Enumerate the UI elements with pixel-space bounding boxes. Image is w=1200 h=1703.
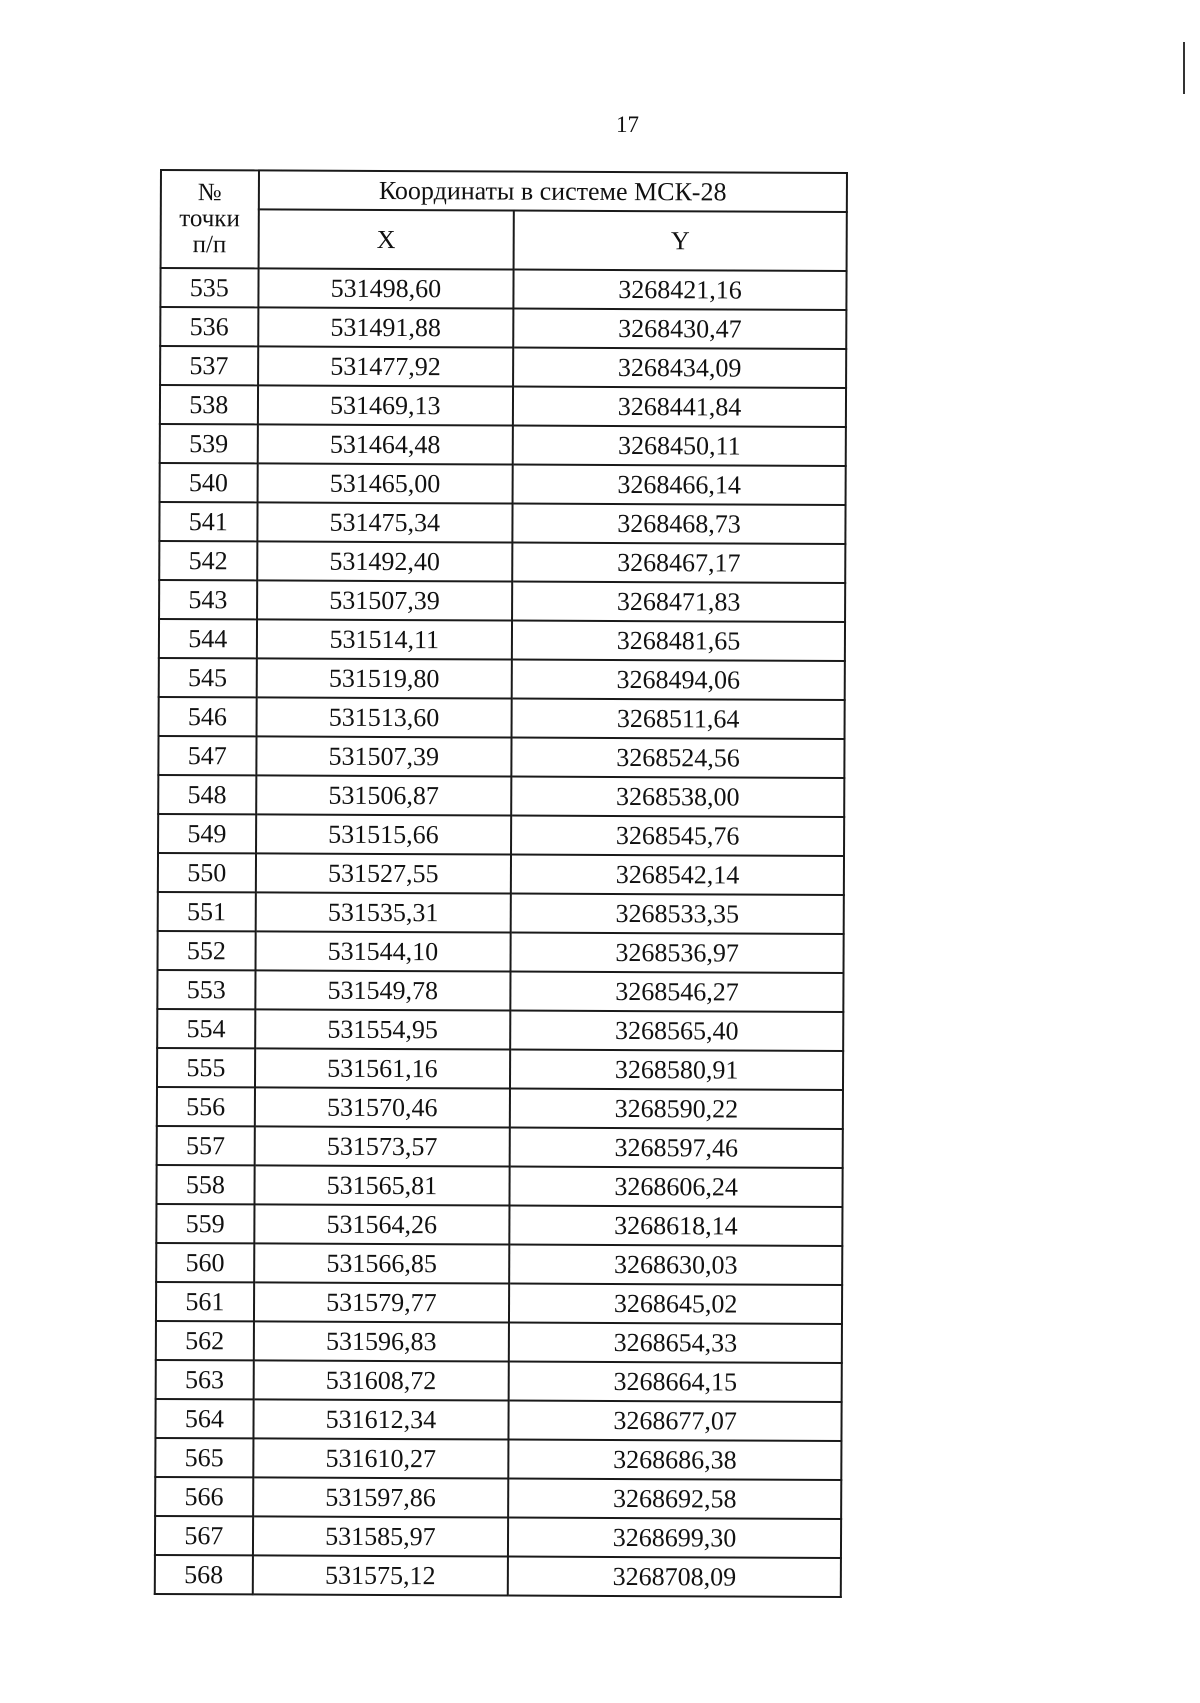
point-number-header [161,170,259,268]
table-row [158,931,844,973]
y-coordinate-cell: 3268430,47 [513,309,846,349]
table-row [158,775,844,817]
point-number-cell: 538 [160,385,258,424]
point-number-cell: 566 [155,1477,253,1516]
y-coordinate-cell: 3268686,38 [508,1440,841,1480]
table-row [156,1204,842,1246]
table-row [158,853,844,895]
y-coordinate-cell: 3268467,17 [512,543,845,583]
y-coordinate-cell: 3268597,46 [510,1128,843,1168]
point-number-cell: 535 [160,268,258,307]
x-coordinate-cell: 531561,16 [255,1048,511,1088]
point-number-cell: 564 [155,1399,253,1438]
x-coordinate-cell: 531612,34 [253,1399,509,1439]
y-coordinate-cell: 3268471,83 [512,582,845,622]
table-row [156,1165,842,1207]
y-coordinate-cell: 3268536,97 [511,933,844,973]
point-number-cell: 548 [158,775,256,814]
point-number-header-line2: точки [179,204,240,233]
table-row [160,307,846,349]
y-coordinate-cell: 3268511,64 [512,699,845,739]
x-coordinate-cell: 531597,86 [253,1477,509,1517]
coordinates-group-header: Координаты в системе МСК-28 [258,170,847,211]
point-number-cell: 554 [157,1009,255,1048]
y-coordinate-cell: 3268580,91 [510,1050,843,1090]
x-coordinate-cell: 531608,72 [253,1360,509,1400]
y-coordinate-cell: 3268565,40 [510,1011,843,1051]
point-number-header-line3: п/п [192,231,227,259]
point-number-cell: 558 [156,1165,254,1204]
coordinates-table [154,169,848,1598]
table-row [157,1009,843,1051]
table-row [155,1516,841,1558]
point-number-cell: 567 [155,1516,253,1555]
table-row [158,814,844,856]
y-coordinate-cell: 3268434,09 [513,348,846,388]
point-number-cell: 542 [159,541,257,580]
table-row [156,1243,842,1285]
x-coordinate-cell: 531549,78 [255,970,511,1010]
table-row [159,619,845,661]
point-number-cell: 559 [156,1204,254,1243]
x-coordinate-cell: 531477,92 [258,346,514,386]
table-row [156,1282,842,1324]
point-number-cell: 561 [156,1282,254,1321]
x-coordinate-cell: 531498,60 [258,268,514,308]
point-number-cell: 560 [156,1243,254,1282]
table-row [155,1477,841,1519]
table-row [159,541,845,583]
point-number-header-line1: № [197,178,222,206]
point-number-cell: 547 [158,736,256,775]
point-number-cell: 550 [158,853,256,892]
y-coordinate-cell: 3268590,22 [510,1089,843,1129]
table-row [159,502,845,544]
point-number-cell: 553 [157,970,255,1009]
x-coordinate-cell: 531610,27 [253,1438,509,1478]
x-coordinate-cell: 531544,10 [255,931,511,971]
point-number-cell: 546 [159,697,257,736]
point-number-cell: 549 [158,814,256,853]
y-coordinate-cell: 3268481,65 [512,621,845,661]
x-coordinate-cell: 531514,11 [256,619,512,659]
point-number-cell: 562 [156,1321,254,1360]
table-row [160,268,846,310]
table-body [155,268,847,1597]
point-number-cell: 556 [157,1087,255,1126]
table-row [159,658,845,700]
point-number-cell: 541 [159,502,257,541]
point-number-cell: 568 [155,1555,253,1594]
point-number-cell: 555 [157,1048,255,1087]
x-coordinate-cell: 531566,85 [254,1243,510,1283]
table-row [158,892,844,934]
y-coordinate-cell: 3268618,14 [509,1206,842,1246]
x-coordinate-cell: 531575,12 [252,1555,508,1595]
point-number-cell: 552 [158,931,256,970]
y-coordinate-cell: 3268533,35 [511,894,844,934]
table-row [157,1126,843,1168]
point-number-cell: 543 [159,580,257,619]
y-coordinate-cell: 3268468,73 [513,504,846,544]
table-row [160,463,846,505]
table-header [161,170,847,271]
y-coordinate-cell: 3268421,16 [514,270,847,310]
x-coordinate-cell: 531554,95 [255,1009,511,1049]
y-coordinate-cell: 3268630,03 [509,1245,842,1285]
x-coordinate-cell: 531585,97 [253,1516,509,1556]
point-number-cell: 536 [160,307,258,346]
y-coordinate-cell: 3268450,11 [513,426,846,466]
point-number-cell: 557 [157,1126,255,1165]
y-coordinate-cell: 3268699,30 [508,1518,841,1558]
table-row [160,424,846,466]
y-coordinate-cell: 3268708,09 [508,1557,841,1597]
point-number-cell: 563 [156,1360,254,1399]
table-row [157,1087,843,1129]
x-coordinate-cell: 531527,55 [255,853,511,893]
table-row [159,580,845,622]
y-coordinate-cell: 3268538,00 [511,777,844,817]
y-coordinate-cell: 3268692,58 [508,1479,841,1519]
x-coordinate-cell: 531573,57 [254,1126,510,1166]
y-coordinate-cell: 3268545,76 [511,816,844,856]
table-row [160,346,846,388]
table-row [157,970,843,1012]
x-coordinate-cell: 531565,81 [254,1165,510,1205]
y-coordinate-cell: 3268542,14 [511,855,844,895]
point-number-cell: 551 [158,892,256,931]
x-coordinate-cell: 531506,87 [256,775,512,815]
y-coordinate-cell: 3268645,02 [509,1284,842,1324]
x-coordinate-cell: 531475,34 [257,502,513,542]
point-number-cell: 537 [160,346,258,385]
point-number-cell: 544 [159,619,257,658]
x-coordinate-cell: 531579,77 [254,1282,510,1322]
table-row [159,697,845,739]
y-coordinate-cell: 3268494,06 [512,660,845,700]
table-row [158,736,844,778]
table-row [155,1399,841,1441]
x-coordinate-cell: 531564,26 [254,1204,510,1244]
y-coordinate-cell: 3268466,14 [513,465,846,505]
x-coordinate-cell: 531469,13 [258,385,514,425]
x-coordinate-cell: 531513,60 [256,697,512,737]
y-coordinate-cell: 3268654,33 [509,1323,842,1363]
y-coordinate-cell: 3268524,56 [511,738,844,778]
y-coordinate-cell: 3268677,07 [509,1401,842,1441]
x-column-header: X [258,209,514,269]
point-number-cell: 565 [155,1438,253,1477]
y-coordinate-cell: 3268606,24 [510,1167,843,1207]
y-column-header: Y [514,210,847,271]
point-number-cell: 540 [160,463,258,502]
x-coordinate-cell: 531507,39 [256,736,512,776]
page-number: 17 [616,112,639,137]
x-coordinate-cell: 531507,39 [257,580,513,620]
x-coordinate-cell: 531519,80 [256,658,512,698]
y-coordinate-cell: 3268664,15 [509,1362,842,1402]
table-row [157,1048,843,1090]
x-coordinate-cell: 531464,48 [257,424,513,464]
table-row [160,385,846,427]
x-coordinate-cell: 531515,66 [256,814,512,854]
point-number-cell: 539 [160,424,258,463]
y-coordinate-cell: 3268441,84 [513,387,846,427]
x-coordinate-cell: 531491,88 [258,307,514,347]
x-coordinate-cell: 531535,31 [255,892,511,932]
x-coordinate-cell: 531465,00 [257,463,513,503]
x-coordinate-cell: 531492,40 [257,541,513,581]
y-coordinate-cell: 3268546,27 [510,972,843,1012]
table-row [156,1321,842,1363]
scan-edge-mark [1183,42,1185,94]
table-row [155,1555,841,1597]
x-coordinate-cell: 531596,83 [253,1321,509,1361]
x-coordinate-cell: 531570,46 [254,1087,510,1127]
table-row [156,1360,842,1402]
point-number-cell: 545 [159,658,257,697]
table-row [155,1438,841,1480]
